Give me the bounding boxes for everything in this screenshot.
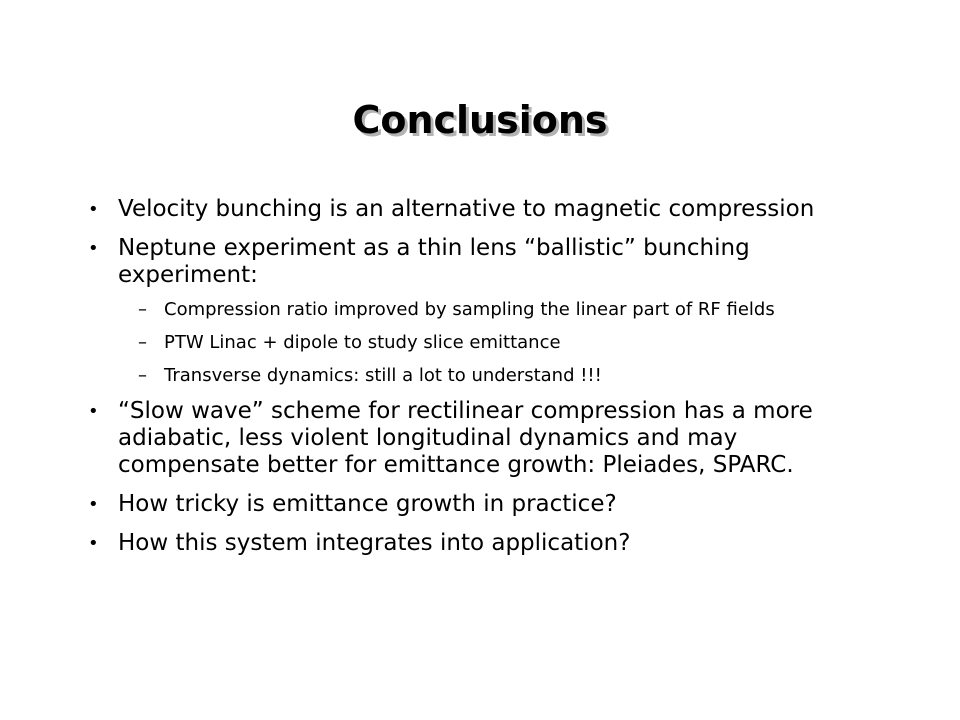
sub-bullet-text: Compression ratio improved by sampling the linear part of RF fields (164, 299, 775, 320)
bullet-item (88, 398, 878, 479)
slide-title: Conclusions (352, 98, 608, 142)
sub-bullet-mark: – (138, 299, 147, 320)
sub-bullet-item (138, 365, 878, 386)
bullet-item (88, 196, 878, 223)
bullet-text: Velocity bunching is an alternative to magnetic compression (118, 196, 815, 222)
bullet-text: Neptune experiment as a thin lens “ballistic” bunching experiment: (118, 235, 750, 288)
sub-bullet-mark: – (138, 365, 147, 386)
bullet-mark: • (88, 401, 99, 422)
bullet-mark: • (88, 199, 99, 220)
sub-bullet-list (88, 299, 878, 386)
sub-bullet-text: Transverse dynamics: still a lot to understand !!! (164, 365, 602, 386)
bullet-item (88, 491, 878, 518)
bullet-item (88, 235, 878, 289)
bullet-item (88, 530, 878, 557)
bullet-text: “Slow wave” scheme for rectilinear compression has a more adiabatic, less violent longitudinal dynamics and may compensate better for emittance growth: Pleiades, SPARC. (118, 398, 813, 478)
bullet-mark: • (88, 494, 99, 515)
bullet-text: How tricky is emittance growth in practice? (118, 491, 617, 517)
sub-bullet-text: PTW Linac + dipole to study slice emittance (164, 332, 561, 353)
bullet-mark: • (88, 238, 99, 259)
bullet-list (88, 196, 878, 569)
bullet-mark: • (88, 533, 99, 554)
sub-bullet-item (138, 299, 878, 320)
sub-bullet-mark: – (138, 332, 147, 353)
bullet-text: How this system integrates into application? (118, 530, 631, 556)
sub-bullet-item (138, 332, 878, 353)
